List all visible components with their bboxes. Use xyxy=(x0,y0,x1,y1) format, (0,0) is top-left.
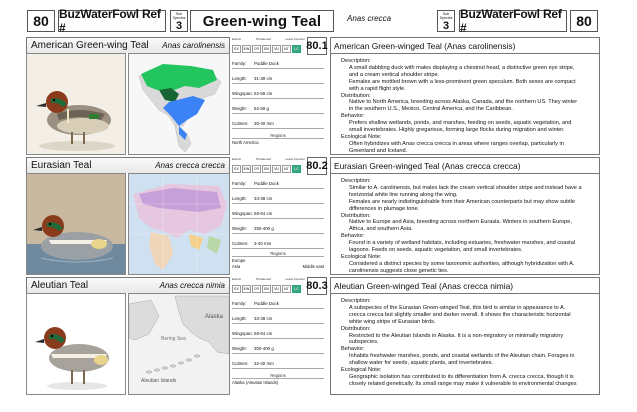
ecological-line: closely related genetically. Its small range may make it vulnerable to environmental changes xyxy=(349,380,577,387)
right-number: 80 xyxy=(570,10,598,32)
field-culmen xyxy=(232,237,324,249)
field-label: Weight: xyxy=(232,106,247,111)
region-value: Middle east xyxy=(302,264,324,269)
field-label: Length: xyxy=(232,316,247,321)
behavior-line: Prefers shallow wetlands, ponds, and marshes, feeding on seeds, aquatic vegetation, and xyxy=(349,120,572,127)
field-label: Wingspan: xyxy=(232,331,253,336)
range-map xyxy=(128,53,230,155)
section-tab xyxy=(26,277,230,293)
section-common-name: Eurasian Teal xyxy=(31,160,92,171)
field-wingspan xyxy=(232,207,324,219)
status-label-extinct: Extinct xyxy=(232,277,242,281)
status-cell: CR xyxy=(253,167,260,171)
description-panel xyxy=(330,157,600,275)
regions-block xyxy=(232,251,324,269)
field-label: Family: xyxy=(232,301,247,306)
status-label-least-concern: Least Concern xyxy=(285,157,305,161)
description-title: Aleutian Green-winged Teal (Anas crecca nimia) xyxy=(331,278,599,294)
stats-panel xyxy=(232,277,328,395)
status-cell-active: LC xyxy=(292,165,301,173)
duck-photo xyxy=(26,53,126,155)
status-cell: EX xyxy=(232,285,241,293)
status-cell: EN xyxy=(262,45,271,53)
conservation-status xyxy=(232,37,305,57)
right-ref-label: BuzWaterFowl Ref # xyxy=(459,10,567,32)
description-panel xyxy=(330,37,600,155)
field-value: 58-64 cm xyxy=(254,211,273,216)
field-label: Family: xyxy=(232,61,247,66)
field-value: 52-59 g xyxy=(254,106,269,111)
section-tab xyxy=(26,157,230,173)
field-weight xyxy=(232,342,324,354)
status-label-extinct: Extinct xyxy=(232,37,242,41)
status-cell: EX xyxy=(232,165,241,173)
ecological-heading: Ecological Note: xyxy=(341,133,382,140)
description-line: Females are nearly indistinguishable from their American counterparts but may show subtle xyxy=(349,198,576,205)
field-label: Wingspan: xyxy=(232,211,253,216)
field-label: Weight: xyxy=(232,346,247,351)
status-label-extinct: Extinct xyxy=(232,157,242,161)
status-label-least-concern: Least Concern xyxy=(285,277,305,281)
regions-heading: Regions xyxy=(232,373,324,379)
status-label-least-concern: Least Concern xyxy=(285,37,305,41)
field-value: Puddle Duck xyxy=(254,61,279,66)
status-cell: VU xyxy=(272,165,281,173)
behavior-line: lagoons. Feeds on seeds, aquatic vegetation, and small invertebrates. xyxy=(349,247,523,254)
behavior-heading: Behavior: xyxy=(341,233,365,240)
field-culmen xyxy=(232,117,324,129)
left-number: 80 xyxy=(27,10,55,32)
species-common-name: Green-wing Teal xyxy=(190,10,334,32)
description-line: and a cream vertical shoulder stripe. xyxy=(349,71,440,78)
field-label: Culmen: xyxy=(232,361,249,366)
distribution-heading: Distribution: xyxy=(341,325,371,332)
species-scientific-name: Anas crecca xyxy=(347,14,392,23)
description-body xyxy=(331,54,599,155)
field-weight xyxy=(232,102,324,114)
status-cell: EX xyxy=(232,45,241,53)
ecological-heading: Ecological Note: xyxy=(341,253,382,260)
field-length xyxy=(232,72,324,84)
section-scientific-name: Anas crecca nimia xyxy=(159,281,225,290)
description-line: A small dabbling duck with males displaying a chestnut head, a distinctive green eye stripe, xyxy=(349,64,575,71)
distribution-line: in the southern U.S., Mexico, Central America, and the Caribbean. xyxy=(349,106,513,113)
behavior-line: shallow water for seeds, aquatic plants, and invertebrates. xyxy=(349,360,493,367)
conservation-status xyxy=(232,157,305,177)
field-family xyxy=(232,57,324,69)
field-label: Length: xyxy=(232,196,247,201)
field-value: 58-64 cm xyxy=(254,331,273,336)
status-cell-active: LC xyxy=(292,285,301,293)
description-heading: Description: xyxy=(341,178,371,184)
regions-heading: Regions xyxy=(232,251,324,257)
description-line: Females are mottled brown with a less-prominent green speculum. Both sexes are compact xyxy=(349,78,576,85)
description-line: Similar to A. carolinensis, but males lack the cream vertical shoulder stripe and instead have a xyxy=(349,184,582,191)
region-value: North America xyxy=(232,140,259,145)
stats-panel xyxy=(232,157,328,275)
distribution-line: Native to North America, breeding across Alaska, Canada, and the northern US. They winter xyxy=(349,99,578,106)
field-value: 52-59 cm xyxy=(254,91,273,96)
field-value: Puddle Duck xyxy=(254,301,279,306)
range-map xyxy=(128,173,230,275)
status-cell: VU xyxy=(272,285,281,293)
field-value: 31-39 cm xyxy=(254,76,273,81)
field-value: 250-400 g xyxy=(254,226,274,231)
regions-heading: Regions xyxy=(232,133,324,139)
status-cell: EN xyxy=(262,165,271,173)
field-value: 3-40 mm xyxy=(254,241,272,246)
section-common-name: Aleutian Teal xyxy=(31,280,89,291)
field-weight xyxy=(232,222,324,234)
distribution-heading: Distribution: xyxy=(341,92,371,99)
status-cell: NT xyxy=(282,165,291,173)
ecological-line: Considered a distinct species by some taxonomic authorities, although hybridization with A. xyxy=(349,260,575,267)
field-wingspan xyxy=(232,327,324,339)
subspecies-label-right: Sub Species xyxy=(439,12,453,20)
description-title: American Green-winged Teal (Anas carolinensis) xyxy=(331,38,599,54)
description-panel xyxy=(330,277,600,395)
description-title: Eurasian Green-winged Teal (Anas crecca crecca) xyxy=(331,158,599,174)
field-culmen xyxy=(232,357,324,369)
subspecies-count: 3 xyxy=(175,20,183,32)
distribution-line: Native to Europe and Asia, breeding across northern Eurasia. Winters in southern Europe, xyxy=(349,219,572,226)
distribution-line: Africa, and southern Asia. xyxy=(349,226,413,233)
section-american-teal xyxy=(26,37,600,155)
section-scientific-name: Anas crecca crecca xyxy=(155,161,225,170)
field-value: 30-40 mm xyxy=(254,121,274,126)
subspecies-label: Sub Species xyxy=(172,12,186,20)
subspecies-count-right: 3 xyxy=(442,20,450,32)
description-line: with a rapid flight style. xyxy=(349,85,406,92)
field-value: 32-40 mm xyxy=(254,361,274,366)
field-value: Puddle Duck xyxy=(254,181,279,186)
description-line: white wing stripe of Eurasian birds. xyxy=(349,318,436,325)
description-body xyxy=(331,174,599,275)
map-label-aleutian: Aleutian Islands xyxy=(141,378,177,384)
region-value: Europe xyxy=(232,258,246,263)
description-line: horizontal white line running along the wing. xyxy=(349,191,458,198)
behavior-line: Inhabits freshwater marshes, ponds, and coastal wetlands of the Aleutian chain. Forages in xyxy=(349,353,575,360)
behavior-line: Found in a variety of wetland habitats, including estuaries, freshwater marshes, and coastal xyxy=(349,240,576,247)
status-cell: NT xyxy=(282,285,291,293)
field-label: Length: xyxy=(232,76,247,81)
duck-photo xyxy=(26,173,126,275)
description-heading: Description: xyxy=(341,58,371,64)
status-label-threatened: Threatened xyxy=(255,277,271,281)
regions-block xyxy=(232,133,324,145)
description-line: A subspecies of the Eurasian Green-winged Teal, this bird is similar in appearance to A. xyxy=(349,304,566,311)
region-value: Asia xyxy=(232,264,241,269)
field-family xyxy=(232,297,324,309)
distribution-line: Restricted to the Aleutian Islands in Alaska. It is a non-migratory or minimally migratory xyxy=(349,332,564,339)
description-body xyxy=(331,294,599,388)
behavior-line: small invertebrates. Highly gregarious, forming large flocks during migration and winter. xyxy=(349,127,565,134)
ecological-line: Geographic isolation has contributed to its differentiation from A. crecca crecca, though it is xyxy=(349,373,574,380)
status-cell: VU xyxy=(272,45,281,53)
status-label-threatened: Threatened xyxy=(255,37,271,41)
ecological-heading: Ecological Note: xyxy=(341,367,382,374)
distribution-heading: Distribution: xyxy=(341,212,371,219)
range-map xyxy=(128,293,230,395)
status-cell: EW xyxy=(243,167,250,171)
field-value: 34-38 cm xyxy=(254,196,273,201)
section-scientific-name: Anas carolinensis xyxy=(162,41,225,50)
field-label: Weight: xyxy=(232,226,247,231)
field-value: 33-38 cm xyxy=(254,316,273,321)
section-common-name: American Green-wing Teal xyxy=(31,40,149,51)
status-cell: EW xyxy=(243,47,250,51)
status-cell: EN xyxy=(262,285,271,293)
regions-block xyxy=(232,373,324,385)
duck-photo xyxy=(26,293,126,395)
status-cell: CR xyxy=(253,47,260,51)
ecological-line: carolinensis suggests close genetic ties. xyxy=(349,267,449,274)
distribution-line: subspecies. xyxy=(349,339,379,346)
section-eurasian-teal xyxy=(26,157,600,275)
field-wingspan xyxy=(232,87,324,99)
section-tab xyxy=(26,37,230,53)
sub-ref-number: 80.1 xyxy=(307,37,327,55)
field-length xyxy=(232,192,324,204)
field-label: Culmen: xyxy=(232,241,249,246)
status-label-threatened: Threatened xyxy=(255,157,271,161)
map-label-alaska: Alaska xyxy=(205,314,224,320)
stats-panel xyxy=(232,37,328,155)
description-line: differences in plumage tone. xyxy=(349,205,420,212)
map-label-bering: Bering Sea xyxy=(161,336,186,342)
field-value: 300-400 g xyxy=(254,346,274,351)
description-heading: Description: xyxy=(341,298,371,304)
status-cell: CR xyxy=(253,287,260,291)
conservation-status xyxy=(232,277,305,297)
behavior-heading: Behavior: xyxy=(341,346,365,353)
status-cell: NT xyxy=(282,45,291,53)
field-label: Wingspan: xyxy=(232,91,253,96)
status-cell: EW xyxy=(243,287,250,291)
section-aleutian-teal xyxy=(26,277,600,395)
field-family xyxy=(232,177,324,189)
field-length xyxy=(232,312,324,324)
ecological-line: Greenland and Iceland. xyxy=(349,147,408,154)
sub-ref-number: 80.2 xyxy=(307,157,327,175)
subspecies-box-left xyxy=(170,10,188,32)
behavior-heading: Behavior: xyxy=(341,113,365,120)
ecological-line: Often hybridizes with Anas crecca crecca in areas where ranges overlap, particularly in xyxy=(349,140,564,147)
description-line: crecca crecca but slightly smaller and darker overall. It shows the characteristic horizontal xyxy=(349,311,571,318)
subspecies-box-right xyxy=(437,10,455,32)
status-cell-active: LC xyxy=(292,45,301,53)
sub-ref-number: 80.3 xyxy=(307,277,327,295)
field-label: Family: xyxy=(232,181,247,186)
field-label: Culmen: xyxy=(232,121,249,126)
region-value: Alaska (Aleutian Islands) xyxy=(232,380,279,385)
left-ref-label: BuzWaterFowl Ref # xyxy=(58,10,166,32)
